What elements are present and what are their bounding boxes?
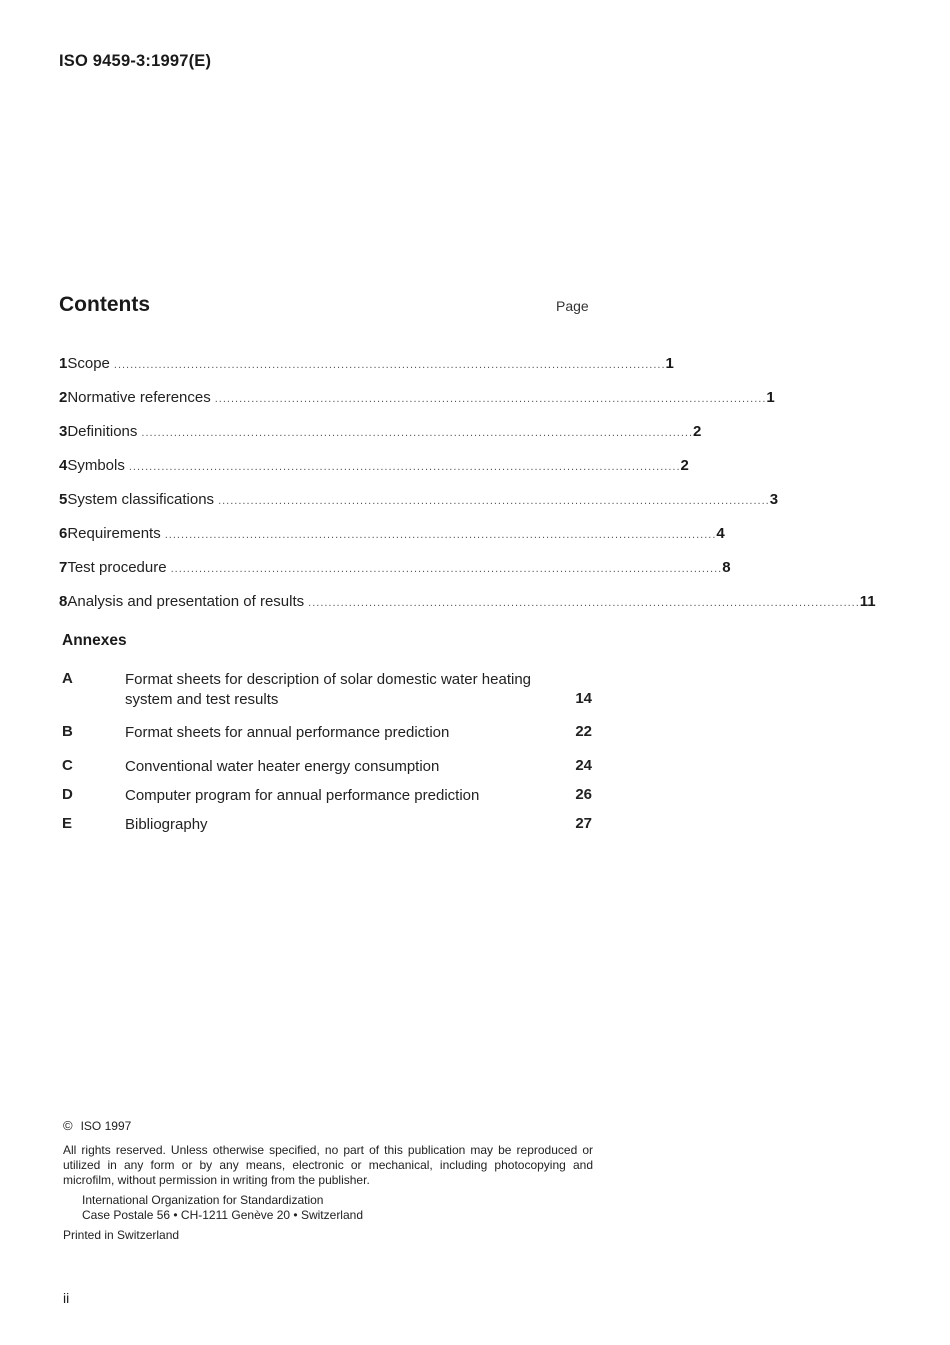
printed-in: Printed in Switzerland [63,1228,180,1242]
toc-entry-title: System classifications [67,490,215,508]
toc-entry-1[interactable] [59,346,674,380]
copyright-block [63,1118,593,1242]
organization-address: Case Postale 56 • CH-1211 Genève 20 • Switzerland [82,1208,363,1222]
copyright-line [63,1118,593,1133]
annex-title: Format sheets for description of solar domestic water heating system and test results [125,671,532,708]
annex-title: Bibliography [125,816,208,833]
toc-entry-page: 8 [722,558,731,576]
toc-entry-title: Definitions [67,422,138,440]
toc-entry-number: 6 [59,524,68,542]
dot-leader: ........................................................................................................................................ [113,358,666,371]
dot-leader: ........................................................................................................................................ [170,562,723,575]
annex-letter: E [62,815,73,832]
toc-entry-5[interactable] [59,482,779,516]
annex-entry-b[interactable] [62,723,592,745]
annex-letter: A [62,670,73,687]
publisher-address [63,1193,593,1223]
toc-entry-page: 11 [859,592,876,610]
toc-entry-number: 7 [59,558,68,576]
annex-title: Format sheets for annual performance prediction [125,724,450,741]
toc-entry-page: 2 [693,422,702,440]
dot-leader: ........................................................................................................................................ [308,596,860,609]
dot-leader: ........................................................................................................................................ [128,460,681,473]
copyright-icon: © [63,1118,73,1133]
annex-letter: B [62,723,73,740]
toc-entry-title: Test procedure [67,558,167,576]
toc-entry-number: 5 [59,490,68,508]
toc-entry-title: Normative references [67,388,211,406]
dot-leader: ........................................................................................................................................ [164,528,717,541]
toc-entry-page: 2 [680,456,689,474]
toc-entry-4[interactable] [59,448,689,482]
annex-entry-a[interactable] [62,670,592,712]
toc-entry-2[interactable] [59,380,775,414]
toc-entry-number: 1 [59,354,68,372]
page-column-label: Page [556,298,589,314]
annex-entry-c[interactable] [62,757,592,779]
annex-title: Computer program for annual performance prediction [125,787,480,804]
toc-entry-title: Symbols [67,456,125,474]
dot-leader: ........................................................................................................................................ [214,392,767,405]
toc-entry-number: 8 [59,592,68,610]
toc-entry-7[interactable] [59,550,731,584]
toc-entry-8[interactable] [59,584,876,618]
annexes-title: Annexes [62,632,127,649]
annex-letter: D [62,786,73,803]
toc-entry-number: 2 [59,388,68,406]
copyright-text: ISO 1997 [80,1118,132,1133]
annex-page: 22 [575,723,592,740]
page-number: ii [63,1290,70,1306]
annex-entry-d[interactable] [62,786,592,808]
annex-page: 14 [575,690,592,707]
organization-name: International Organization for Standardization [82,1193,324,1207]
annex-page: 24 [575,757,592,774]
annex-letter: C [62,757,73,774]
toc-entry-page: 3 [769,490,779,508]
rights-statement: All rights reserved. Unless otherwise specified, no part of this publication may be reproduced or utilized in any form or by any means, electronic or mechanical, including photocopying and microfilm, without permission in writing from the publisher. [63,1143,593,1187]
toc-entry-number: 3 [59,422,68,440]
toc-entry-3[interactable] [59,414,702,448]
toc-entry-title: Scope [67,354,110,372]
document-id: ISO 9459-3:1997(E) [59,52,212,70]
dot-leader: ........................................................................................................................................ [218,494,770,507]
annex-entry-e[interactable] [62,815,592,837]
contents-title: Contents [59,293,150,316]
toc-entry-6[interactable] [59,516,725,550]
dot-leader: ........................................................................................................................................ [141,426,694,439]
toc-entry-title: Analysis and presentation of results [67,592,305,610]
toc-entry-page: 1 [766,388,775,406]
annex-page: 26 [575,786,592,803]
annex-title: Conventional water heater energy consumption [125,758,440,775]
toc-entry-number: 4 [59,456,68,474]
annex-page: 27 [575,815,592,832]
toc-entry-page: 1 [665,354,674,372]
toc-entry-title: Requirements [67,524,161,542]
table-of-contents [59,346,876,618]
toc-entry-page: 4 [716,524,725,542]
